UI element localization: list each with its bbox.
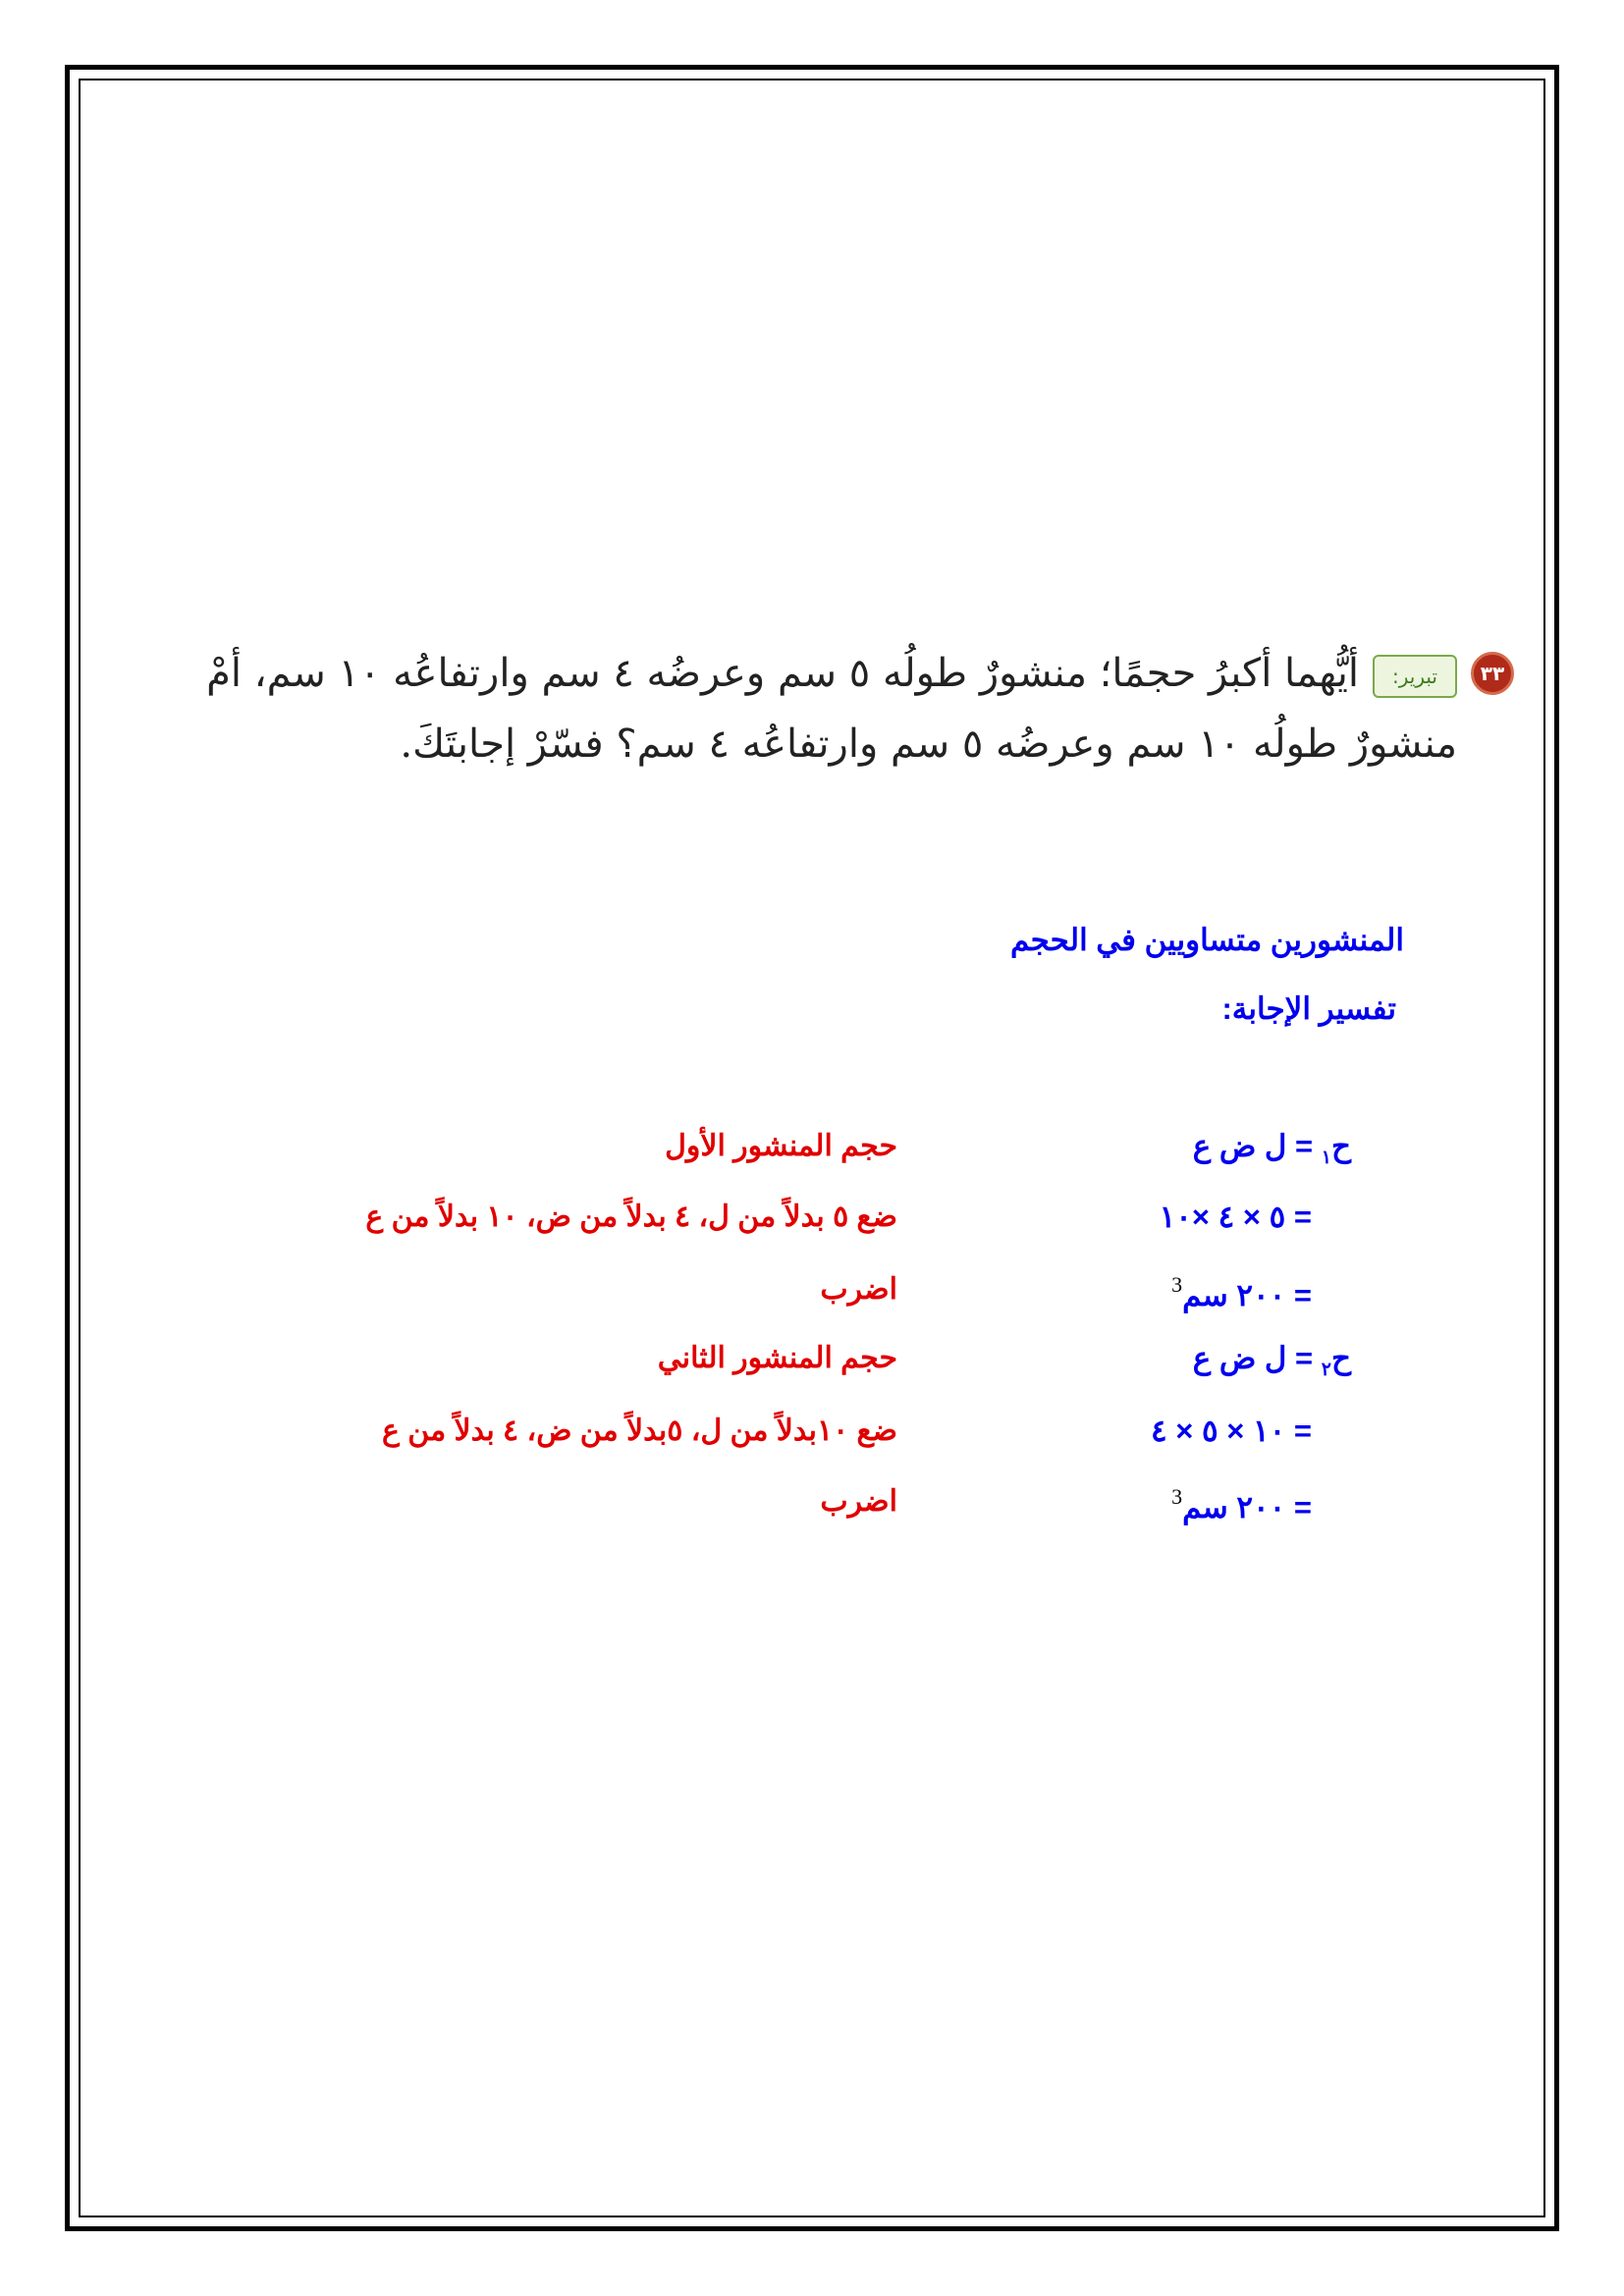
step-row <box>0 1484 1624 1533</box>
step-note: حجم المنشور الأول <box>665 1130 897 1162</box>
question-block <box>161 638 1457 779</box>
step-row <box>0 1129 1624 1178</box>
step-equation: = ٥ × ٤ ×١٠ <box>1159 1200 1312 1234</box>
step-row <box>0 1414 1624 1463</box>
answer-conclusion: المنشورين متساويين في الحجم <box>1009 923 1404 957</box>
step-note: حجم المنشور الثاني <box>657 1342 897 1374</box>
step-note: ضع ١٠بدلاً من ل، ٥بدلاً من ض، ٤ بدلاً من ع <box>382 1415 897 1447</box>
answer-explanation-title: تفسير الإجابة: <box>1221 991 1396 1026</box>
unit-exponent: 3 <box>1171 1272 1183 1297</box>
step-row <box>0 1272 1624 1321</box>
step-note: اضرب <box>820 1485 897 1518</box>
question-text: أيُّهما أكبرُ حجمًا؛ منشورٌ طولُه ٥ سم وعرضُه ٤ سم وارتفاعُه ١٠ سم، أمْ منشورٌ طولُه ١٠ سم وعرضُه ٥ سم وارتفاعُه ٤ سم؟ فسّرْ إجابتَكَ. <box>206 651 1457 767</box>
step-equation: = ٢٠٠ سم$^3$ <box>1171 1484 1312 1524</box>
step-note: ضع ٥ بدلاً من ل، ٤ بدلاً من ض، ١٠ بدلاً من ع <box>365 1201 897 1233</box>
step-equation: ح$_٢$ = ل ض ع <box>1192 1341 1351 1381</box>
unit-exponent: 3 <box>1171 1484 1183 1509</box>
step-equation: ح$_١$ = ل ض ع <box>1192 1129 1351 1169</box>
question-number-badge <box>1471 652 1514 695</box>
step-row <box>0 1341 1624 1390</box>
step-row <box>0 1200 1624 1249</box>
step-equation: = ٢٠٠ سم$^3$ <box>1171 1272 1312 1312</box>
step-note: اضرب <box>820 1273 897 1306</box>
question-number: ٣٣ <box>1480 662 1505 685</box>
step-equation: = ١٠ × ٥ × ٤ <box>1150 1414 1312 1448</box>
question-tag: تبرير: <box>1373 655 1457 698</box>
